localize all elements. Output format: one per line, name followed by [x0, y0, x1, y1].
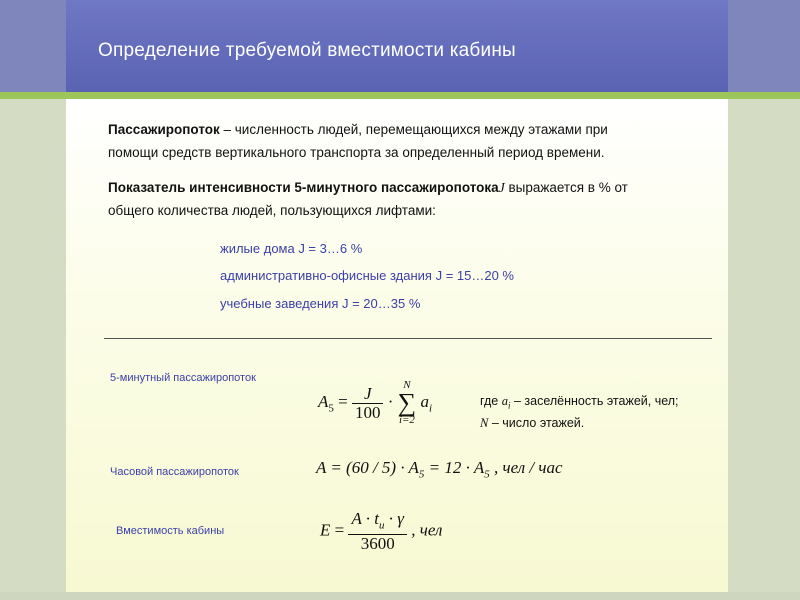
capacity-numerator-main: A · t: [351, 509, 380, 528]
capacity-fraction: [348, 510, 407, 553]
five-minute-dot: ·: [387, 391, 394, 411]
definition-text-1: – численность людей, перемещающихся между этажами при: [219, 122, 608, 137]
note-symbol-a-sub: i: [507, 400, 511, 411]
hourly-formula-part1: A = (60 / 5) · A: [316, 458, 419, 477]
five-minute-label: 5-минутный пассажиропоток: [110, 372, 256, 384]
indicator-paragraph: [108, 176, 668, 222]
sum-term: a: [420, 391, 429, 411]
five-minute-lhs-sub: 5: [328, 402, 334, 415]
capacity-equals: =: [334, 520, 345, 540]
left-header-strip: [0, 0, 66, 92]
five-minute-lhs: A: [318, 391, 329, 411]
note-prefix: где: [480, 394, 502, 408]
definition-paragraph: [108, 118, 668, 164]
five-minute-formula: [318, 380, 432, 426]
slide-header: [66, 0, 728, 92]
definition-text-2: помощи средств вертикального транспорта за определенный период времени.: [108, 145, 605, 160]
hourly-label: Часовой пассажиропоток: [110, 466, 239, 478]
indicator-symbol: J: [498, 180, 505, 195]
header-divider: [0, 92, 800, 99]
five-minute-denominator: 100: [354, 402, 381, 422]
hourly-sub2: 5: [484, 468, 490, 481]
sum-lower-limit: i=2: [398, 414, 415, 426]
hourly-unit: , чел / час: [489, 458, 563, 477]
five-minute-fraction: [352, 385, 384, 422]
footer-bar: [0, 592, 800, 600]
capacity-numerator-tail: · γ: [384, 509, 404, 528]
capacity-formula: [320, 510, 442, 553]
capacity-unit: , чел: [411, 520, 443, 540]
capacity-lhs: E: [320, 520, 331, 540]
sum-sign: ∑: [397, 388, 417, 417]
note-occupancy: [480, 394, 679, 411]
hourly-sub1: 5: [418, 468, 425, 481]
definition-term: Пассажиропоток: [108, 122, 220, 137]
five-minute-equals: =: [338, 391, 348, 411]
capacity-numerator: [348, 510, 407, 535]
sum-block: [398, 380, 417, 426]
hourly-formula-part2: = 12 · A: [424, 458, 485, 477]
indicator-text-2: общего количества людей, пользующихся лифтами:: [108, 203, 436, 218]
example-office: административно-офисные здания J = 15…20 %: [220, 268, 514, 283]
capacity-label: Вместимость кабины: [116, 525, 225, 537]
example-educational: учебные заведения J = 20…35 %: [220, 296, 421, 311]
sum-term-sub: i: [428, 402, 433, 415]
section-divider: [104, 338, 712, 339]
capacity-numerator-sub: и: [379, 519, 385, 532]
note-occupancy-text: – заселённость этажей, чел;: [510, 394, 679, 408]
capacity-denominator: 3600: [360, 534, 395, 554]
example-residential: жилые дома J = 3…6 %: [220, 241, 363, 256]
slide-title: Определение требуемой вместимости кабины: [98, 40, 516, 61]
five-minute-numerator: J: [352, 385, 384, 404]
note-floors-text: – число этажей.: [488, 416, 585, 430]
note-floors: [480, 416, 584, 431]
note-symbol-n: N: [480, 416, 489, 430]
hourly-formula: [316, 458, 563, 480]
indicator-text-1: выражается в % от: [504, 180, 628, 195]
indicator-term: Показатель интенсивности 5-минутного пассажиропотока: [108, 180, 499, 195]
right-header-strip: [728, 0, 800, 92]
note-symbol-a: a: [501, 394, 508, 408]
sum-upper-limit: N: [403, 379, 411, 391]
